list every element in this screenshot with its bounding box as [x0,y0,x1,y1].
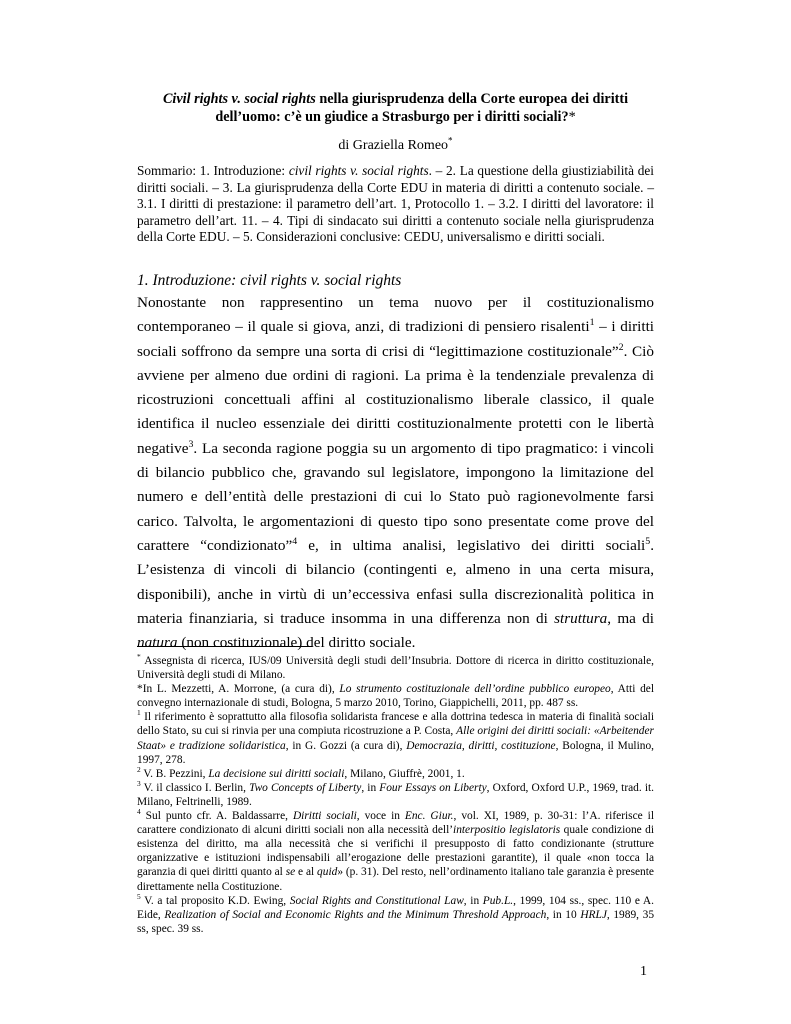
body-text-6: . L’esistenza di vincoli di bilancio (contingenti e, almeno in una certa misura, disponibili), anche in virtù di un’eccessiva enfasi sulla discrezionalità politica in materia finanziaria, si traduce insomma in una differenza non di [137,536,655,627]
footnote-3: $^3$ V. il classico I. Berlin, Two Concepts of Liberty, in Four Essays on Liberty, Oxford, Oxford U.P., 1969, trad. it. Milano, Feltrinelli, 1989. [137,779,654,808]
footnote-divider [137,646,312,647]
title-italic: Civil rights v. social rights [162,91,316,107]
summary-italic: civil rights v. social rights [288,163,429,178]
table-of-contents-summary [137,163,654,246]
footnote-5: $^5$ V. a tal proposito K.D. Ewing, Social Rights and Constitutional Law, in Pub.L., 1999, 104 ss., spec. 110 e A. Eide, Realization of Social and Economic Rights and the Minimum Threshold Approach, in 10 HRLJ, 1989, 35 ss, spec. 39 ss. [137,891,655,935]
title-line1-rest: nella giurisprudenza della Corte europea dei diritti [315,91,629,107]
body-paragraph [137,291,654,655]
footnote-4: $^4$ Sul punto cfr. A. Baldassarre, Diritti sociali, voce in Enc. Giur., vol. XI, 1989, p. 30-31: l’A. riferisce il carattere condizionato di alcuni diritti sociali non alla necessità dell’interpositio legislatoris quale condizione di esistenza del diritto, ma alla necessità che si verifichi il presupposto di fatto condizionante (strutture organizzative e istituzioni indispensabili all’erogazione delle prestazioni garantite), il quale «non tocca la garanzia di quei diritti quanto al se e al quid» (p. 31). Del resto, nell’ordinamento italiano tale garanzia è presente direttamente nella Costituzione. [137,807,654,893]
body-text-1: Nonostante non rappresentino un tema nuovo per il costituzionalismo contemporaneo – il quale si giova, anzi, di tradizioni di pensiero risalenti [137,294,654,336]
footnote-ref-4[interactable]: 4 [292,535,298,547]
title-line2: dell’uomo: c’è un giudice a Strasburgo per i diritti sociali? [215,109,569,125]
body-text-5: e, in ultima analisi, legislativo dei diritti sociali [297,536,646,554]
summary-label: Sommario: 1. Introduzione: [137,163,289,178]
author-line [137,137,654,155]
footnote-2: $^2$ V. B. Pezzini, La decisione sui diritti sociali, Milano, Giuffrè, 2001, 1. [137,764,465,780]
body-text-7: , ma di [607,609,654,627]
body-italic-natura: natura [137,634,178,652]
body-text-2: – i diritti sociali soffrono da sempre una sorta di crisi di “legittimazione costituzionale” [137,318,655,360]
footnote-1: $^1$ Il riferimento è soprattutto alla filosofia solidarista francese e alla dottrina tedesca in materia di finalità sociali dello Stato, su cui si rinvia per una compiuta ricostruzione a P. Costa, Alle origini dei diritti sociali: «Arbeitender Staat» e tradizione solidaristica, in G. Gozzi (a cura di), Democrazia, diritti, costituzione, Bologna, il Mulino, 1997, 278. [137,708,654,766]
footnote-ref-2[interactable]: 2 [618,341,624,353]
footnote-ref-3[interactable]: 3 [188,438,194,450]
body-text-4: . La seconda ragione poggia su un argomento di tipo pragmatico: i vincoli di bilancio pubblico che, gravando sul legislatore, impongono la limitazione del numero e dell’entità delle prestazioni di cui lo Stato può ragionevolmente farsi carico. Talvolta, le argomentazioni di questo tipo sono presentate come prove del carattere “condizionato” [137,439,654,554]
author-footnote-mark: * [448,135,453,146]
footnotes [137,654,654,936]
title-star: * [568,109,576,125]
footnote-ref-1[interactable]: 1 [589,317,595,329]
page-number: 1 [640,964,647,979]
footnote-ref-5[interactable]: 5 [645,535,651,547]
section-heading: 1. Introduzione: civil rights v. social rights [137,272,402,289]
body-text-8: (non costituzionale) del diritto sociale. [177,634,416,652]
author-name: di Graziella Romeo [338,138,449,153]
summary-rest: . – 2. La questione della giustiziabilità dei diritti sociali. – 3. La giurisprudenza della Corte EDU in materia di diritti a contenuto sociale. – 3.1. I diritti di prestazione: il parametro dell’art. 1, Protocollo 1. – 3.2. I diritti del lavoratore: il parametro dell’art. 11. – 4. Tipi di sindacato sui diritti a contenuto sociale nella giurisprudenza della Corte EDU. – 5. Considerazioni conclusive: CEDU, universalismo e diritti sociali. [137,163,654,245]
body-text-3: . Ciò avviene per almeno due ordini di ragioni. La prima è la tendenziale prevalenza di ricostruzioni concettuali affini al costituzionalismo liberale classico, il quale identifica il nucleo essenziale dei diritti costituzionalmente protetti con le libertà negative [137,342,654,457]
footnote-asterisk: *In L. Mezzetti, A. Morrone, (a cura di), Lo strumento costituzionale dell’ordine pubblico europeo, Atti del convegno internazionale di studi, Bologna, 5 marzo 2010, Torino, Giappichelli, 2011, pp. 487 ss. [137,683,655,710]
footnote-star: * Assegnista di ricerca, IUS/09 Università degli studi dell’Insubria. Dottore di ricerca in diritto costituzionale, Università degli studi di Milano. [137,652,654,682]
paper-title [137,90,654,126]
body-italic-struttura: struttura [554,609,608,627]
